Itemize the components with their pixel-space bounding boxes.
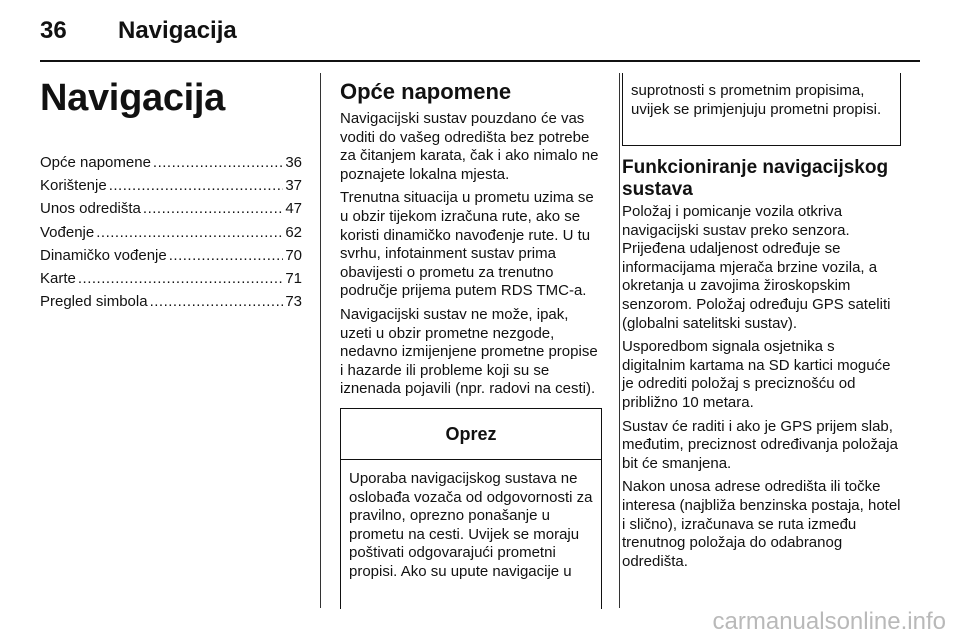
paragraph: Sustav će raditi i ako je GPS prijem slab, međutim, preciznost određivanja položaja bit će smanjena.: [622, 417, 898, 472]
toc-item-label: Unos odredišta: [40, 200, 141, 218]
caution-text-continued: suprotnosti s prometnim propisima, uvijek se primjenjuju prometni propisi.: [631, 82, 882, 118]
column-divider: [619, 73, 620, 608]
toc-item-label: Korištenje: [40, 177, 107, 195]
toc-item-label: Dinamičko vođenje: [40, 246, 167, 264]
toc-item[interactable]: [40, 244, 302, 267]
toc-item[interactable]: [40, 221, 302, 244]
caution-box-continued: [622, 73, 901, 146]
toc-item-label: Opće napomene: [40, 154, 151, 171]
toc-item[interactable]: [40, 267, 302, 290]
watermark: carmanualsonline.info: [712, 608, 946, 635]
paragraph: Položaj i pomicanje vozila otkriva navigacijski sustav preko senzora. Prijeđena udaljenost određuje se informacijama mjerača brzine vozila, a okretanja u zavojima žiroskopskim senzorom. Položaj određuju GPS sateliti (globalni satelitski sustav).: [622, 203, 891, 332]
paragraph: Usporedbom signala osjetnika s digitalnim kartama na SD kartici moguće je odrediti položaj s preciznošću od približno 10 metara.: [622, 338, 891, 411]
toc-leader-dots: [143, 197, 283, 220]
toc-item[interactable]: [40, 290, 302, 313]
toc-leader-dots: [150, 290, 284, 313]
toc-item[interactable]: [40, 174, 302, 197]
toc-item[interactable]: [40, 151, 302, 174]
toc-item-page: 70: [285, 246, 302, 264]
paragraph: Navigacijski sustav pouzdano će vas voditi do vašeg odredišta bez potrebe za čitanjem karata, čak i ako nimalo ne poznajete lokalna mjesta.: [340, 110, 599, 183]
toc-leader-dots: [109, 174, 284, 197]
toc-leader-dots: [78, 267, 283, 290]
paragraph: Navigacijski sustav ne može, ipak, uzeti u obzir prometne nezgode, nedavno izmijenjene prometne propise i hazarde ili probleme koji su se iznenada pojavili (npr. radovi na cesti).: [340, 305, 598, 398]
caution-title: Oprez: [341, 409, 601, 460]
toc-leader-dots: [153, 151, 283, 174]
toc-item-label: Pregled simbola: [40, 293, 148, 311]
chapter-title: Navigacija: [40, 77, 225, 119]
running-title: Navigacija: [118, 17, 237, 44]
subsection-title: Funkcioniranje navigacijskog sustava: [622, 157, 889, 200]
toc-leader-dots: [169, 244, 284, 267]
toc-item-page: 62: [285, 223, 302, 241]
caution-text: Uporaba navigacijskog sustava ne oslobađa vozača od odgovornosti za pravilno, oprezno ponašanje u prometu na cesti. Uvijek se moraju poštivati odgovarajući prometni propisi. Ako su upute navigacije u: [349, 470, 593, 580]
column-divider: [320, 73, 321, 608]
paragraph: Trenutna situacija u prometu uzima se u obzir tijekom izračuna rute, ako se koristi dinamičko navođenje rute. U tu svrhu, infotainment sustav prima obavijesti o prometu za trenutno područje prijema putem RDS TMC-a.: [340, 189, 594, 300]
toc-item[interactable]: [40, 197, 302, 220]
general-notes-column: [340, 80, 602, 404]
navigation-function-column: [622, 157, 902, 576]
page-number: 36: [40, 17, 67, 44]
section-title: Opće napomene: [340, 79, 512, 104]
header-rule: [40, 60, 920, 62]
table-of-contents: [40, 151, 302, 313]
toc-item-page: 47: [285, 200, 302, 218]
toc-item-page: 37: [285, 177, 302, 195]
toc-item-page: 36: [285, 154, 302, 171]
toc-item-page: 71: [285, 270, 302, 288]
paragraph: Nakon unosa adrese odredišta ili točke interesa (najbliža benzinska postaja, hotel i slično), izračunava se ruta između trenutnog položaja do odabranog odredišta.: [622, 478, 901, 570]
toc-leader-dots: [96, 221, 283, 244]
caution-box: [340, 408, 602, 609]
toc-item-page: 73: [285, 293, 302, 311]
toc-item-label: Karte: [40, 270, 76, 288]
toc-item-label: Vođenje: [40, 223, 95, 241]
toc-column: [40, 78, 302, 313]
